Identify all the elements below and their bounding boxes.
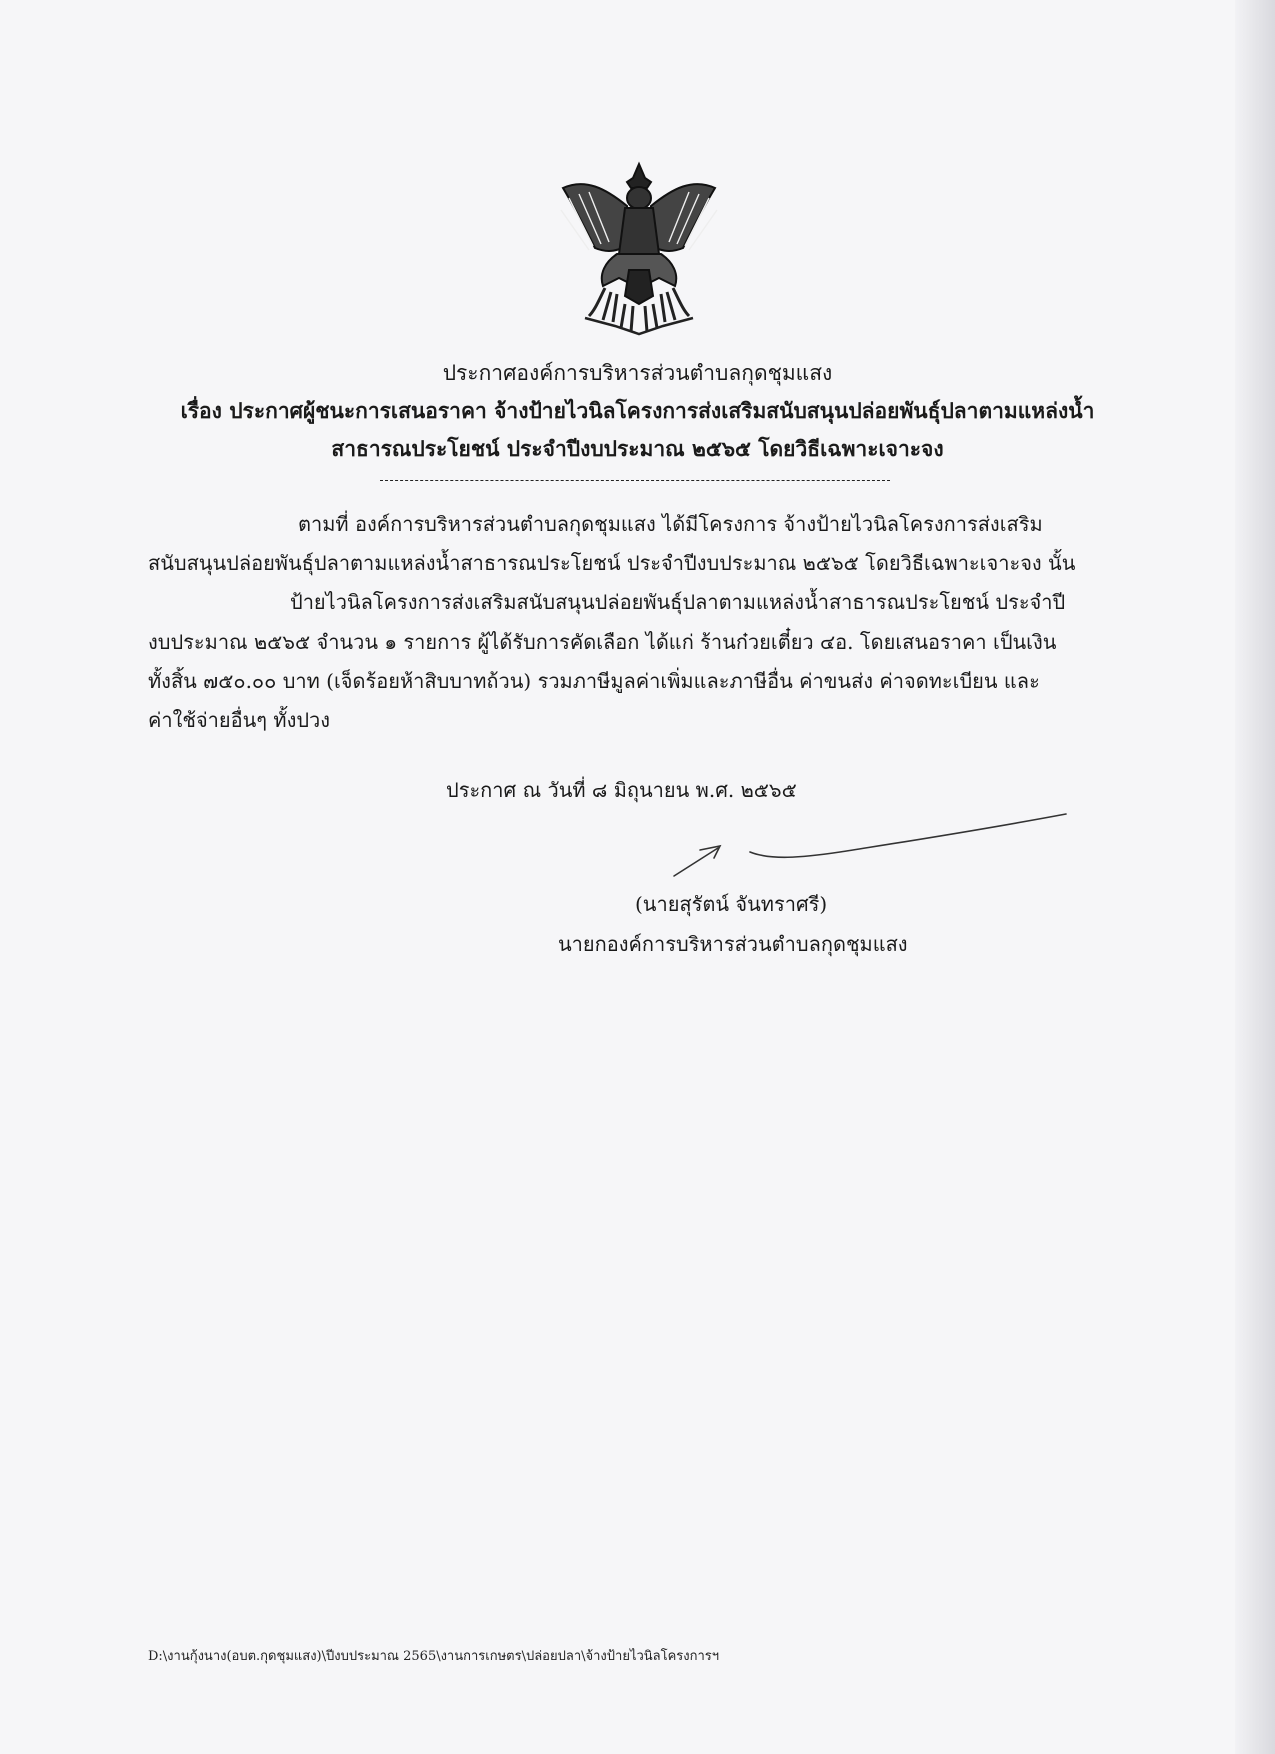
scan-edge-shadow xyxy=(1235,0,1275,1754)
signer-name: (นายสุรัตน์ จันทราศรี) xyxy=(635,892,828,916)
announcement-subject: เรื่อง ประกาศผู้ชนะการเสนอราคา จ้างป้ายไวนิลโครงการส่งเสริมสนับสนุนปล่อยพันธุ์ปลาตามแหล่งน้ำ xyxy=(180,398,1095,423)
body-paragraph-line: สนับสนุนปล่อยพันธุ์ปลาตามแหล่งน้ำสาธารณประโยชน์ ประจำปีงบประมาณ ๒๕๖๕ โดยวิธีเฉพาะเจาะจง นั้น xyxy=(148,551,1076,575)
file-path-footer: D:\งานกุ้งนาง(อบต.กุดชุมแสง)\ปีงบประมาณ 2565\งานการเกษตร\ปล่อยปลา\จ้างป้ายไวนิลโครงการฯ xyxy=(148,1649,720,1664)
body-paragraph-line: ทั้งสิ้น ๗๕๐.๐๐ บาท (เจ็ดร้อยห้าสิบบาทถ้วน) รวมภาษีมูลค่าเพิ่มและภาษีอื่น ค่าขนส่ง ค่าจดทะเบียน และ xyxy=(148,669,1040,693)
dashed-divider xyxy=(380,480,890,481)
body-paragraph-line: งบประมาณ ๒๕๖๕ จำนวน ๑ รายการ ผู้ได้รับการคัดเลือก ได้แก่ ร้านก๋วยเตี๋ยว ๔อ. โดยเสนอราคา เป็นเงิน xyxy=(148,630,1057,654)
announcement-issuer: ประกาศองค์การบริหารส่วนตำบลกุดชุมแสง xyxy=(442,361,833,385)
announcement-date: ประกาศ ณ วันที่ ๘ มิถุนายน พ.ศ. ๒๕๖๕ xyxy=(446,778,797,802)
announcement-subject-continued: สาธารณประโยชน์ ประจำปีงบประมาณ ๒๕๖๕ โดยวิธีเฉพาะเจาะจง xyxy=(331,436,944,461)
handwritten-signature xyxy=(670,808,1070,888)
body-paragraph-line: ค่าใช้จ่ายอื่นๆ ทั้งปวง xyxy=(148,708,331,732)
signer-title: นายกองค์การบริหารส่วนตำบลกุดชุมแสง xyxy=(558,932,908,956)
body-paragraph-line: ป้ายไวนิลโครงการส่งเสริมสนับสนุนปล่อยพันธุ์ปลาตามแหล่งน้ำสาธารณประโยชน์ ประจำปี xyxy=(290,590,1066,614)
body-paragraph-line: ตามที่ องค์การบริหารส่วนตำบลกุดชุมแสง ได้มีโครงการ จ้างป้ายไวนิลโครงการส่งเสริม xyxy=(298,512,1043,536)
garuda-emblem-icon xyxy=(555,158,723,336)
